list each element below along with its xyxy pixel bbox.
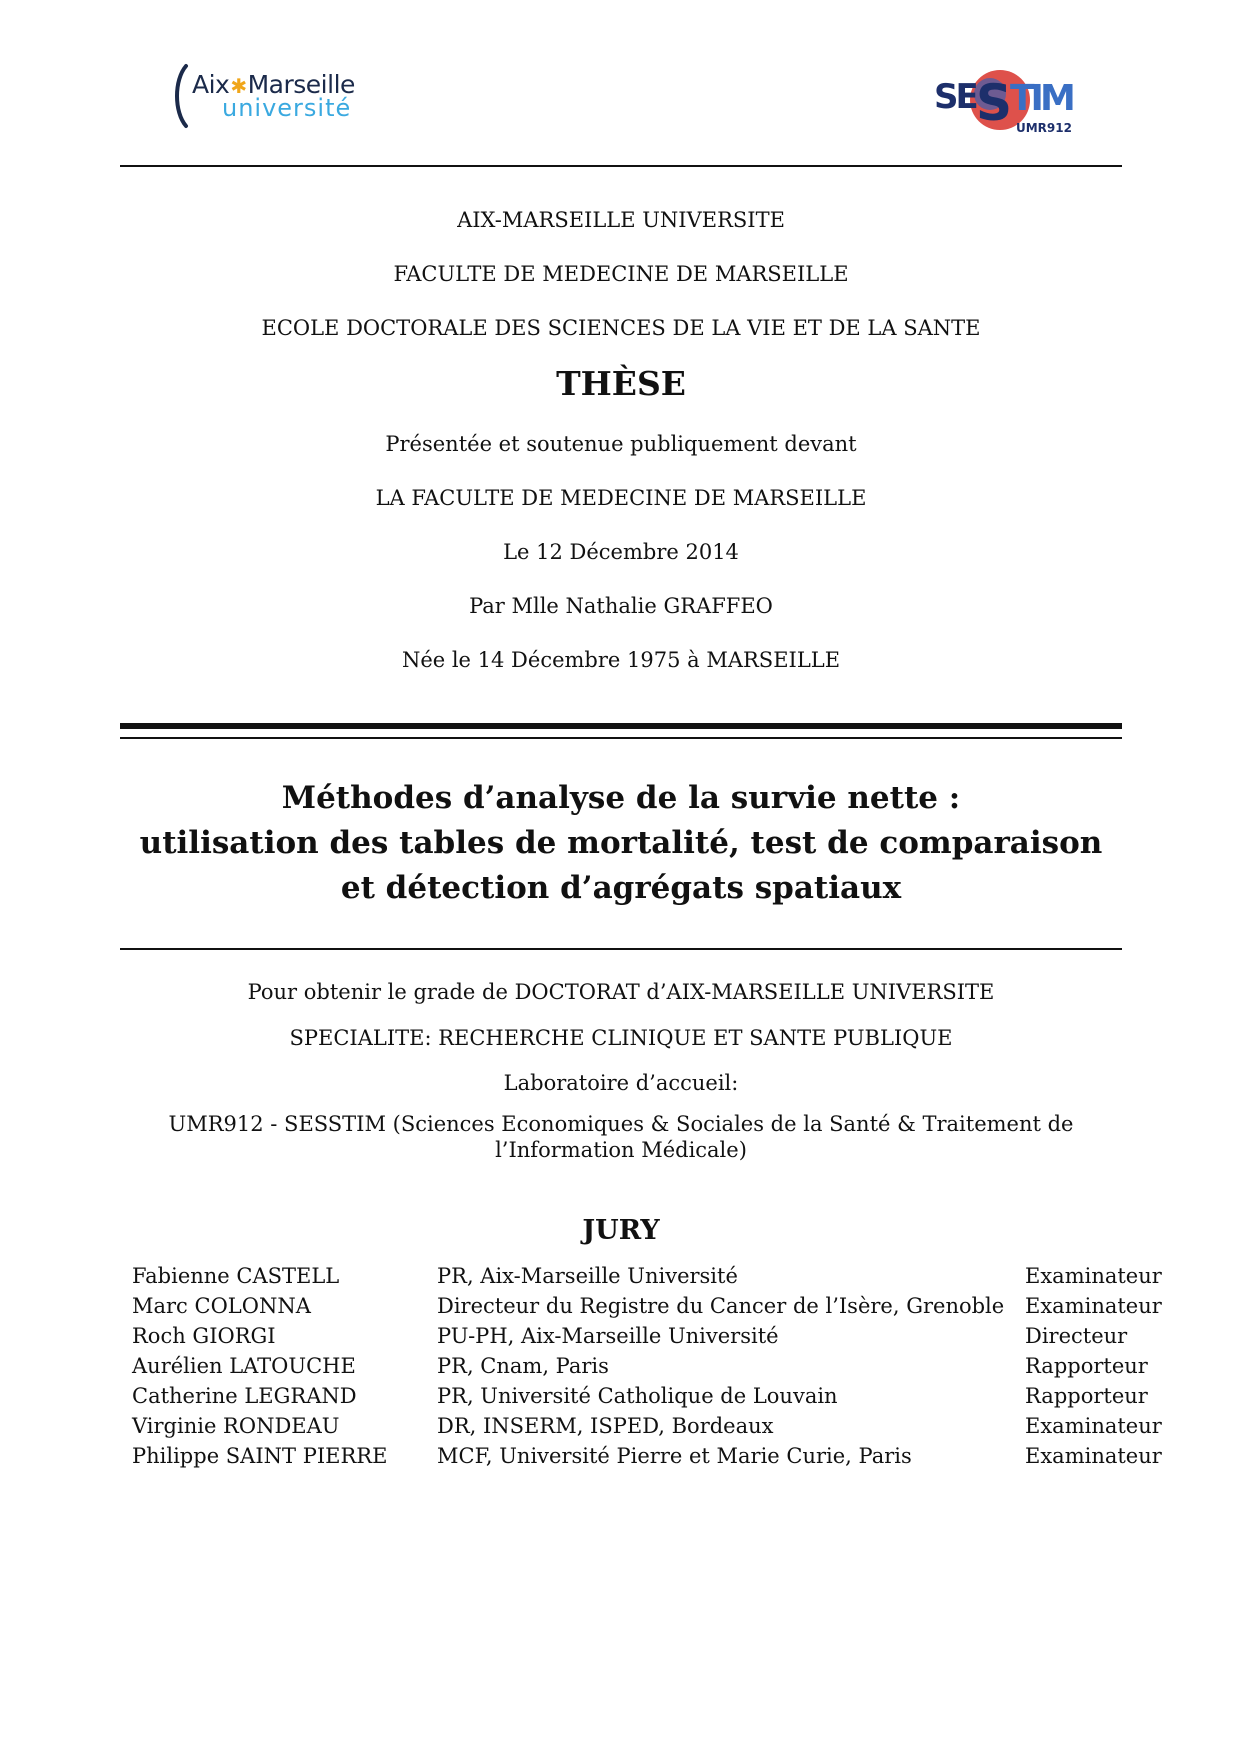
doctoral-school: ECOLE DOCTORALE DES SCIENCES DE LA VIE ET DE LA SANTE (261, 316, 981, 340)
lab-line2: l’Information Médicale) (495, 1138, 747, 1162)
jury-role: Rapporteur (1025, 1354, 1148, 1378)
aix-marseille-logo: Aix✱Marseille université (170, 64, 370, 134)
lab-line1: UMR912 - SESSTIM (Sciences Economiques & Sociales de la Santé & Traitement de (168, 1112, 1074, 1136)
jury-row (0, 1414, 1241, 1444)
birth-line: Née le 14 Décembre 1975 à MARSEILLE (401, 648, 841, 672)
jury-title: JURY (582, 1215, 660, 1246)
svg-text:S: S (976, 74, 1013, 132)
title-divider-bottom (120, 948, 1122, 950)
presentation-line: Présentée et soutenue publiquement devant (385, 432, 857, 456)
thesis-title-line2: utilisation des tables de mortalité, test de comparaison (139, 825, 1103, 861)
jury-name: Roch GIORGI (132, 1324, 276, 1348)
university-name: AIX-MARSEILLE UNIVERSITE (457, 208, 785, 232)
thesis-title-line3: et détection d’agrégats spatiaux (340, 870, 902, 906)
jury-affiliation: Directeur du Registre du Cancer de l’Isère, Grenoble (437, 1294, 1005, 1318)
faculty-line: LA FACULTE DE MEDECINE DE MARSEILLE (375, 486, 867, 510)
jury-row (0, 1384, 1241, 1414)
jury-row (0, 1444, 1241, 1474)
jury-role: Rapporteur (1025, 1384, 1148, 1408)
jury-name: Aurélien LATOUCHE (132, 1354, 356, 1378)
title-divider-thin (120, 737, 1122, 739)
svg-text:TIM: TIM (1010, 78, 1072, 119)
title-divider-thick (120, 723, 1122, 729)
header-divider (120, 165, 1122, 167)
jury-role: Examinateur (1025, 1294, 1162, 1318)
svg-text:SE: SE (934, 77, 976, 117)
jury-affiliation: PR, Cnam, Paris (437, 1354, 609, 1378)
faculty-name: FACULTE DE MEDECINE DE MARSEILLE (393, 262, 849, 286)
jury-row (0, 1354, 1241, 1384)
jury-role: Examinateur (1025, 1264, 1162, 1288)
jury-name: Fabienne CASTELL (132, 1264, 340, 1288)
jury-affiliation: PR, Université Catholique de Louvain (437, 1384, 838, 1408)
jury-role: Examinateur (1025, 1444, 1162, 1468)
jury-name: Marc COLONNA (132, 1294, 311, 1318)
jury-affiliation: DR, INSERM, ISPED, Bordeaux (437, 1414, 774, 1438)
thesis-title-line1: Méthodes d’analyse de la survie nette : (281, 780, 961, 816)
author-line: Par Mlle Nathalie GRAFFEO (469, 594, 773, 618)
jury-row (0, 1294, 1241, 1324)
lab-label: Laboratoire d’accueil: (503, 1071, 739, 1095)
jury-role: Directeur (1025, 1324, 1128, 1348)
jury-role: Examinateur (1025, 1414, 1162, 1438)
logo-bracket-icon (170, 64, 190, 128)
svg-text:UMR912: UMR912 (1016, 121, 1072, 135)
document-type: THÈSE (556, 364, 686, 403)
jury-name: Virginie RONDEAU (132, 1414, 340, 1438)
sesstim-logo (930, 64, 1072, 138)
jury-row (0, 1324, 1241, 1354)
defense-date: Le 12 Décembre 2014 (503, 540, 739, 564)
jury-name: Catherine LEGRAND (132, 1384, 357, 1408)
jury-affiliation: PU-PH, Aix-Marseille Université (437, 1324, 779, 1348)
jury-name: Philippe SAINT PIERRE (132, 1444, 388, 1468)
degree-line: Pour obtenir le grade de DOCTORAT d’AIX-MARSEILLE UNIVERSITE (247, 980, 995, 1004)
specialty-line: SPECIALITE: RECHERCHE CLINIQUE ET SANTE PUBLIQUE (289, 1026, 953, 1050)
jury-row (0, 1264, 1241, 1294)
jury-affiliation: PR, Aix-Marseille Université (437, 1264, 738, 1288)
jury-affiliation: MCF, Université Pierre et Marie Curie, Paris (437, 1444, 912, 1468)
